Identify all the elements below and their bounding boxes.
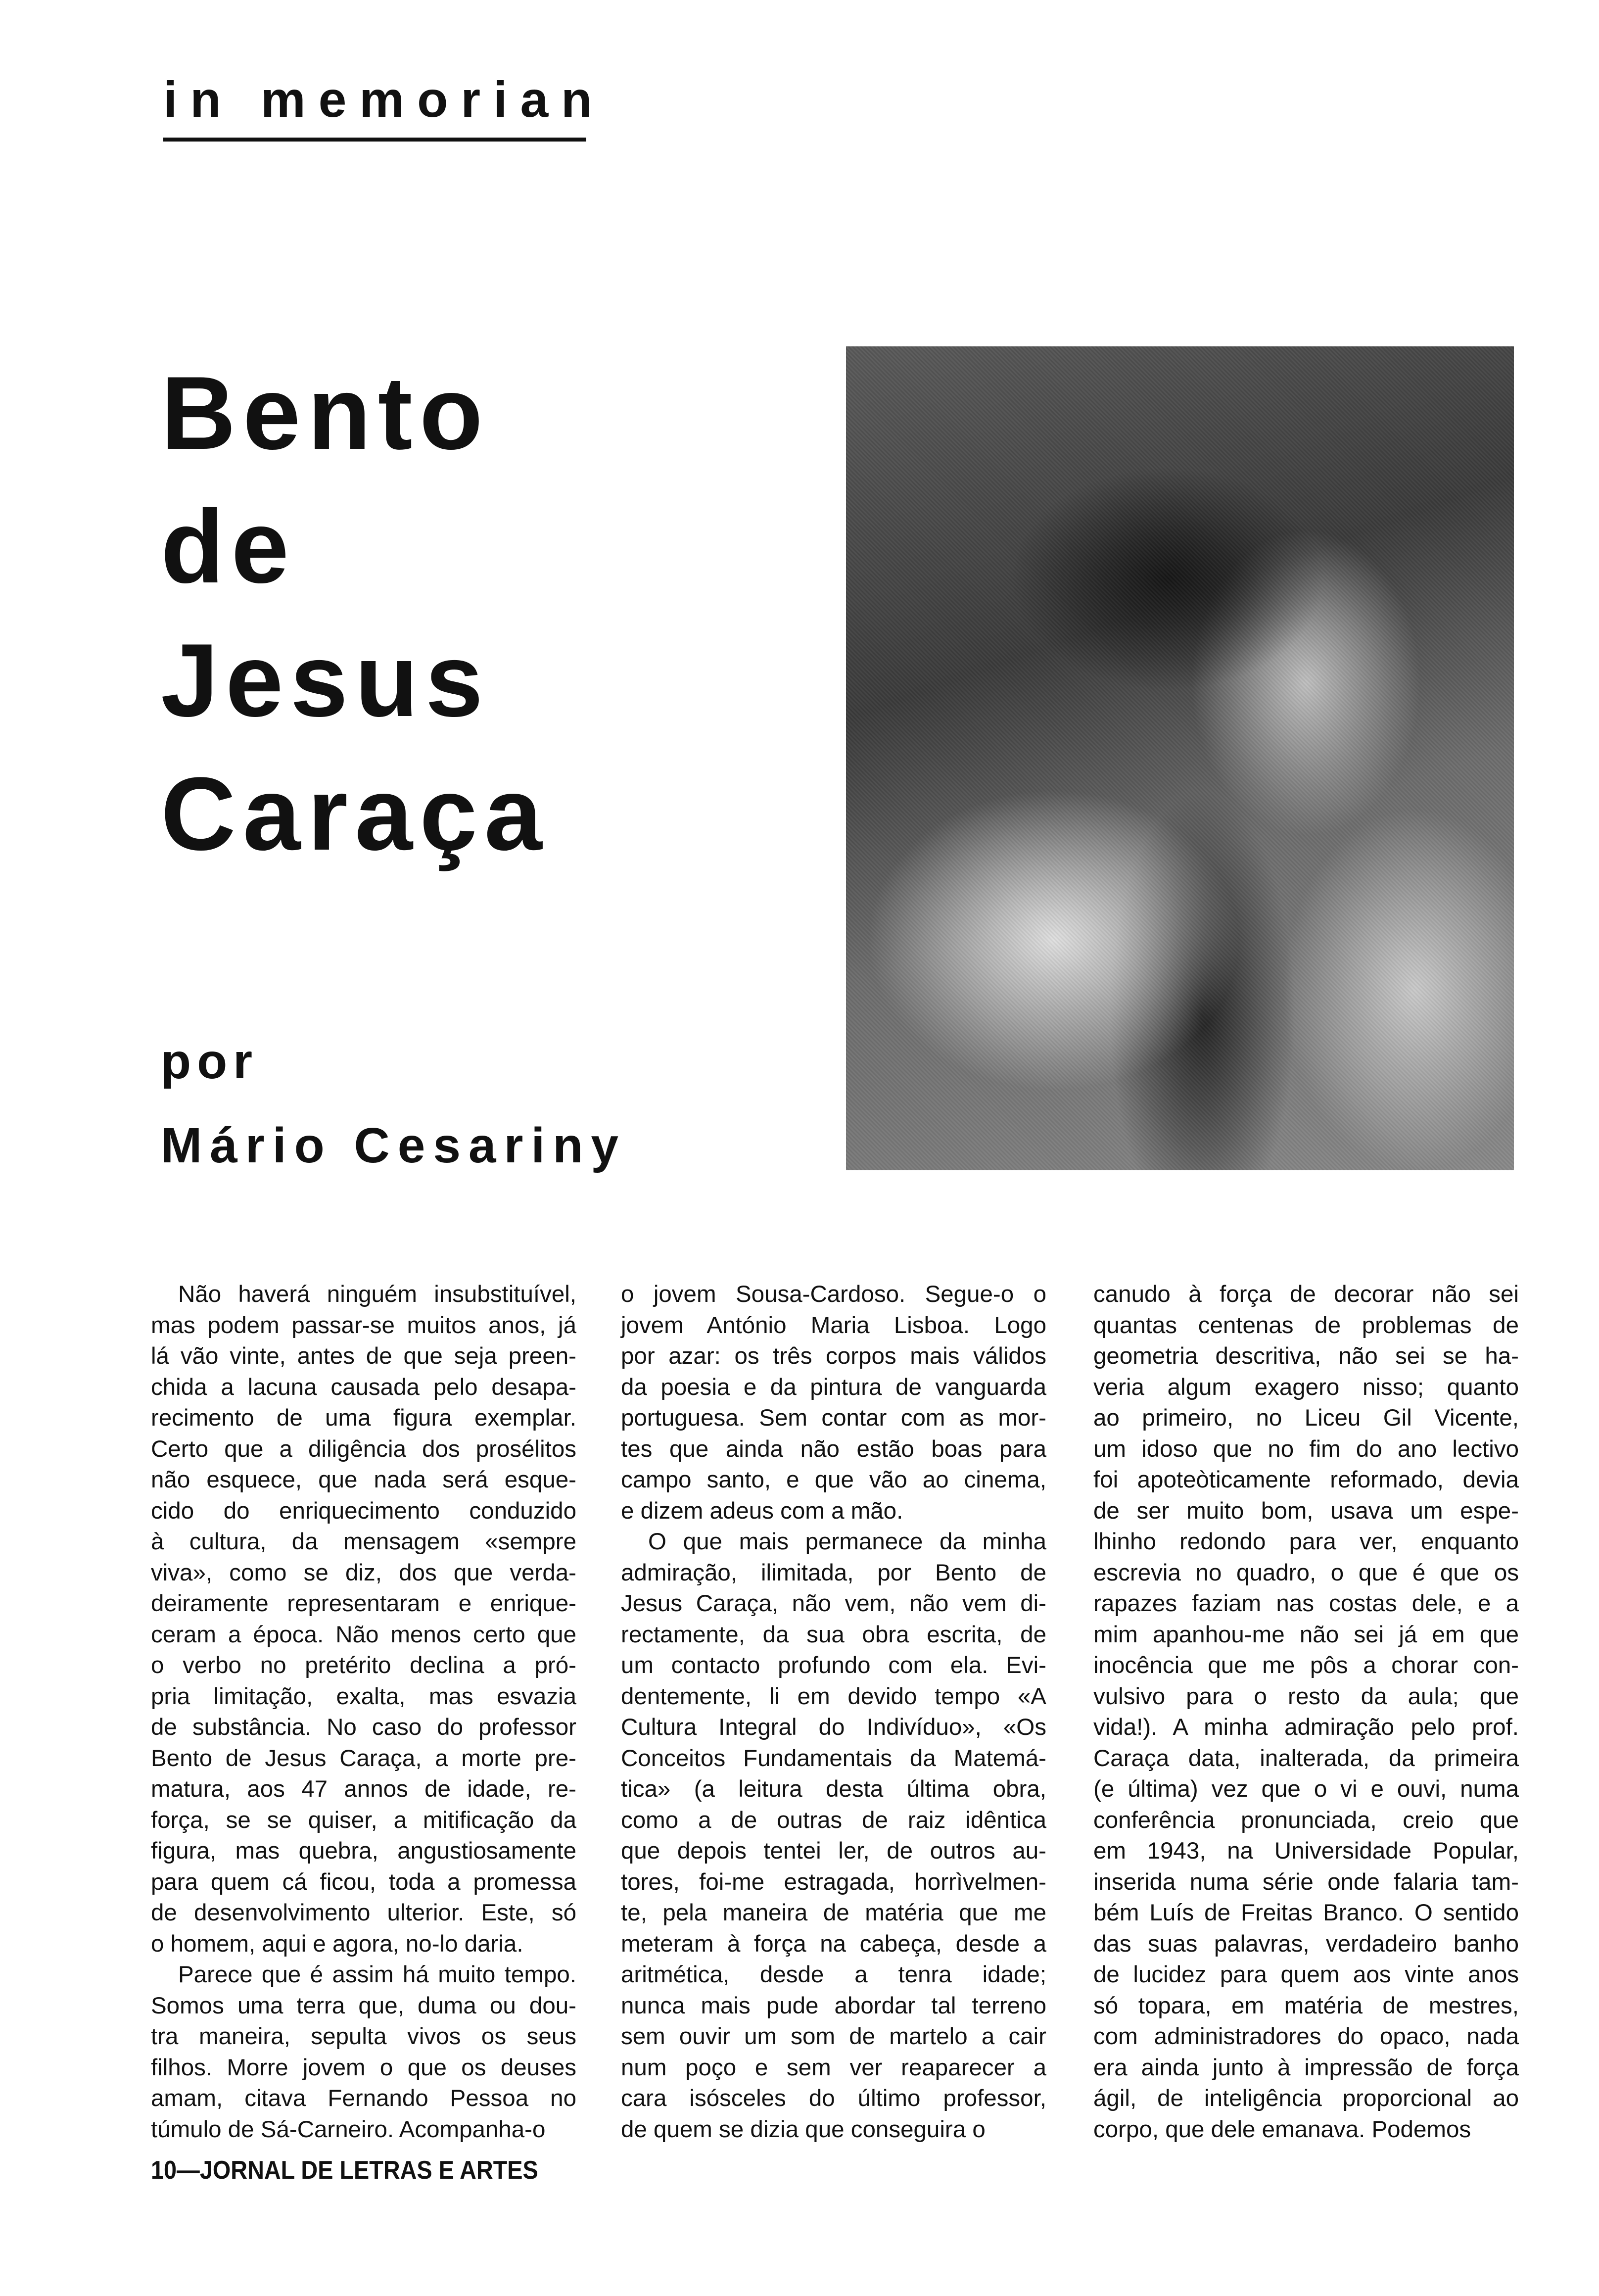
text-line: só topara, em matéria de mestres, bbox=[1093, 1992, 1519, 2019]
title-line: de bbox=[161, 488, 296, 605]
page-footer: 10—JORNAL DE LETRAS E ARTES bbox=[151, 2156, 538, 2185]
title-line: Bento bbox=[161, 355, 490, 471]
text-line: campo santo, e que vão ao cinema, bbox=[621, 1467, 1046, 1493]
text-line: Parece que é assim há muito tempo. bbox=[178, 1961, 576, 1988]
text-line: sem ouvir um som de martelo a cair bbox=[621, 2023, 1046, 2050]
section-rule bbox=[163, 138, 586, 142]
text-line: o verbo no pretérito declina a pró- bbox=[151, 1652, 576, 1678]
text-line: deiramente representaram e enrique- bbox=[151, 1590, 576, 1617]
section-label: in memorian bbox=[163, 71, 605, 128]
text-line: túmulo de Sá-Carneiro. Acompanha-o bbox=[151, 2116, 546, 2143]
text-line: um idoso que no fim do ano lectivo bbox=[1093, 1435, 1519, 1462]
text-line: como a de outras de raiz idêntica bbox=[621, 1807, 1046, 1833]
text-line: Conceitos Fundamentais da Matemá- bbox=[621, 1745, 1046, 1771]
text-line: matura, aos 47 annos de idade, re- bbox=[151, 1776, 576, 1802]
text-line: mim apanhou-me não sei já em que bbox=[1093, 1621, 1519, 1648]
text-line: foi apoteòticamente reformado, devia bbox=[1093, 1467, 1519, 1493]
text-line: em 1943, na Universidade Popular, bbox=[1093, 1838, 1519, 1864]
text-line: escrevia no quadro, o que é que os bbox=[1093, 1559, 1519, 1586]
byline-author: Mário Cesariny bbox=[161, 1118, 626, 1173]
text-column-3 bbox=[1093, 1279, 1519, 2145]
text-line: aritmética, desde a tenra idade; bbox=[621, 1961, 1046, 1988]
text-line: e dizem adeus com a mão. bbox=[621, 1497, 903, 1524]
text-line: inserida numa série onde falaria tam- bbox=[1093, 1868, 1519, 1895]
text-line: portuguesa. Sem contar com as mor- bbox=[621, 1405, 1046, 1431]
text-line: recimento de uma figura exemplar. bbox=[151, 1405, 576, 1431]
article-title bbox=[161, 346, 549, 881]
text-line: bém Luís de Freitas Branco. O sentido bbox=[1093, 1900, 1519, 1926]
text-line: ágil, de inteligência proporcional ao bbox=[1093, 2085, 1519, 2111]
text-line: das suas palavras, verdadeiro banho bbox=[1093, 1930, 1519, 1957]
text-line: à cultura, da mensagem «sempre bbox=[151, 1529, 576, 1555]
text-line: para quem cá ficou, toda a promessa bbox=[151, 1868, 576, 1895]
text-line: inocência que me pôs a chorar con- bbox=[1093, 1652, 1519, 1678]
title-line: Jesus bbox=[161, 622, 490, 738]
text-line: figura, mas quebra, angustiosamente bbox=[151, 1838, 576, 1864]
text-line: de ser muito bom, usava um espe- bbox=[1093, 1497, 1519, 1524]
text-line: tica» (a leitura desta última obra, bbox=[621, 1776, 1046, 1802]
text-line: nunca mais pude abordar tal terreno bbox=[621, 1992, 1046, 2019]
text-line: tra maneira, sepulta vivos os seus bbox=[151, 2023, 576, 2050]
text-line: Não haverá ninguém insubstituível, bbox=[178, 1281, 576, 1307]
text-line: viva», como se diz, dos que verda- bbox=[151, 1559, 576, 1586]
text-line: Bento de Jesus Caraça, a morte pre- bbox=[151, 1745, 576, 1771]
text-line: jovem António Maria Lisboa. Logo bbox=[621, 1312, 1046, 1339]
text-line: Caraça data, inalterada, da primeira bbox=[1093, 1745, 1519, 1771]
text-line: vulsivo para o resto da aula; que bbox=[1093, 1683, 1519, 1710]
text-line: geometria descritiva, não sei se ha- bbox=[1093, 1343, 1519, 1369]
text-line: lhinho redondo para ver, enquanto bbox=[1093, 1529, 1519, 1555]
byline-por: por bbox=[161, 1034, 259, 1089]
text-line: amam, citava Fernando Pessoa no bbox=[151, 2085, 576, 2111]
text-line: num poço e sem ver reaparecer a bbox=[621, 2054, 1046, 2081]
text-line: tores, foi-me estragada, horrìvelmen- bbox=[621, 1868, 1046, 1895]
text-line: era ainda junto à impressão de força bbox=[1093, 2054, 1519, 2081]
text-line: te, pela maneira de matéria que me bbox=[621, 1900, 1046, 1926]
text-line: Certo que a diligência dos prosélitos bbox=[151, 1435, 576, 1462]
text-line: veria algum exagero nisso; quanto bbox=[1093, 1374, 1519, 1400]
text-line: cara isósceles do último professor, bbox=[621, 2085, 1046, 2111]
text-line: de lucidez para quem aos vinte anos bbox=[1093, 1961, 1519, 1988]
text-line: canudo à força de decorar não sei bbox=[1093, 1281, 1519, 1307]
text-line: rectamente, da sua obra escrita, de bbox=[621, 1621, 1046, 1648]
text-line: rapazes faziam nas costas dele, e a bbox=[1093, 1590, 1519, 1617]
text-line: ao primeiro, no Liceu Gil Vicente, bbox=[1093, 1405, 1519, 1431]
text-column-2 bbox=[621, 1279, 1046, 2145]
text-line: que depois tentei ler, de outros au- bbox=[621, 1838, 1046, 1864]
text-line: quantas centenas de problemas de bbox=[1093, 1312, 1519, 1339]
text-line: dentemente, li em devido tempo «A bbox=[621, 1683, 1046, 1710]
text-line: um contacto profundo com ela. Evi- bbox=[621, 1652, 1046, 1678]
text-line: de quem se dizia que conseguira o bbox=[621, 2116, 986, 2143]
portrait-photo bbox=[846, 346, 1514, 1170]
text-line: O que mais permanece da minha bbox=[648, 1529, 1046, 1555]
text-line: não esquece, que nada será esque- bbox=[151, 1467, 576, 1493]
text-line: força, se se quiser, a mitificação da bbox=[151, 1807, 576, 1833]
text-line: o jovem Sousa-Cardoso. Segue-o o bbox=[621, 1281, 1046, 1307]
text-column-1 bbox=[151, 1279, 576, 2145]
text-line: por azar: os três corpos mais válidos bbox=[621, 1343, 1046, 1369]
text-line: Jesus Caraça, não vem, não vem di- bbox=[621, 1590, 1046, 1617]
text-line: filhos. Morre jovem o que os deuses bbox=[151, 2054, 576, 2081]
text-line: Cultura Integral do Indivíduo», «Os bbox=[621, 1714, 1046, 1740]
text-line: vida!). A minha admiração pelo prof. bbox=[1093, 1714, 1519, 1740]
text-line: ceram a época. Não menos certo que bbox=[151, 1621, 576, 1648]
text-line: cido do enriquecimento conduzido bbox=[151, 1497, 576, 1524]
text-line: mas podem passar-se muitos anos, já bbox=[151, 1312, 576, 1339]
text-line: (e última) vez que o vi e ouvi, numa bbox=[1093, 1776, 1519, 1802]
photo-texture bbox=[846, 346, 1514, 1170]
text-line: conferência pronunciada, creio que bbox=[1093, 1807, 1519, 1833]
text-line: Somos uma terra que, duma ou dou- bbox=[151, 1992, 576, 2019]
text-line: lá vão vinte, antes de que seja preen- bbox=[151, 1343, 576, 1369]
text-line: com administradores do opaco, nada bbox=[1093, 2023, 1519, 2050]
text-line: admiração, ilimitada, por Bento de bbox=[621, 1559, 1046, 1586]
text-line: pria limitação, exalta, mas esvazia bbox=[151, 1683, 576, 1710]
text-line: meteram à força na cabeça, desde a bbox=[621, 1930, 1046, 1957]
text-line: o homem, aqui e agora, no-lo daria. bbox=[151, 1930, 523, 1957]
text-line: chida a lacuna causada pelo desapa- bbox=[151, 1374, 576, 1400]
text-line: de desenvolvimento ulterior. Este, só bbox=[151, 1900, 576, 1926]
text-line: de substância. No caso do professor bbox=[151, 1714, 576, 1740]
text-line: corpo, que dele emanava. Podemos bbox=[1093, 2116, 1471, 2143]
text-line: da poesia e da pintura de vanguarda bbox=[621, 1374, 1046, 1400]
text-line: tes que ainda não estão boas para bbox=[621, 1435, 1046, 1462]
title-line: Caraça bbox=[161, 756, 549, 872]
